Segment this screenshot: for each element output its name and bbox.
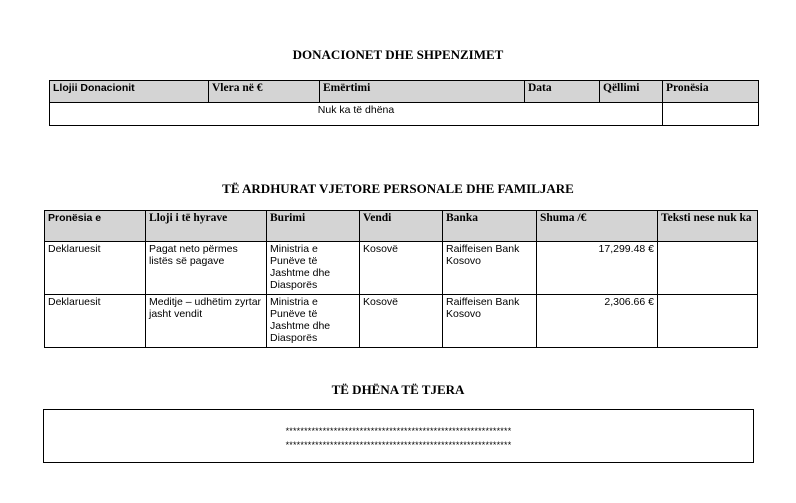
- income-col-type: Lloji i të hyrave: [146, 211, 267, 242]
- income-source: Ministria e Punëve të Jashtme dhe Diasporës: [267, 242, 360, 295]
- income-bank: Raiffeisen Bank Kosovo: [443, 242, 537, 295]
- table-row: [45, 295, 758, 348]
- donations-col-purpose: Qëllimi: [600, 81, 663, 103]
- income-note: [658, 295, 758, 348]
- donations-col-date: Data: [525, 81, 600, 103]
- income-country: Kosovë: [360, 242, 443, 295]
- donations-title: DONACIONET DHE SHPENZIMET: [292, 47, 504, 62]
- income-col-owner: Pronësia e: [45, 211, 146, 242]
- income-col-amount: Shuma /€: [537, 211, 658, 242]
- donations-header-row: [50, 81, 759, 103]
- income-amount: 2,306.66 €: [537, 295, 658, 348]
- donations-table: [49, 80, 759, 126]
- income-country: Kosovë: [360, 295, 443, 348]
- income-type: Pagat neto përmes listës së pagave: [146, 242, 267, 295]
- income-note: [658, 242, 758, 295]
- income-owner: Deklaruesit: [45, 295, 146, 348]
- donations-empty-cell: [663, 103, 759, 126]
- income-table: [44, 210, 758, 348]
- income-owner: Deklaruesit: [45, 242, 146, 295]
- income-col-note: Teksti nese nuk ka: [658, 211, 758, 242]
- income-title: TË ARDHURAT VJETORE PERSONALE DHE FAMILJARE: [222, 181, 574, 196]
- income-bank: Raiffeisen Bank Kosovo: [443, 295, 537, 348]
- other-line-2: *************************************************************: [285, 440, 512, 450]
- income-col-country: Vendi: [360, 211, 443, 242]
- table-row: [45, 242, 758, 295]
- income-source: Ministria e Punëve të Jashtme dhe Diasporës: [267, 295, 360, 348]
- donations-col-ownership: Pronësia: [663, 81, 759, 103]
- income-header-row: [45, 211, 758, 242]
- income-col-bank: Banka: [443, 211, 537, 242]
- other-title: TË DHËNA TË TJERA: [331, 382, 465, 397]
- donations-empty-row: [50, 103, 759, 126]
- donations-empty-text: Nuk ka të dhëna: [50, 103, 663, 126]
- income-col-source: Burimi: [267, 211, 360, 242]
- income-amount: 17,299.48 €: [537, 242, 658, 295]
- income-type: Meditje – udhëtim zyrtar jasht vendit: [146, 295, 267, 348]
- other-line-1: *************************************************************: [285, 426, 512, 436]
- donations-col-type: Llojii Donacionit: [50, 81, 209, 103]
- donations-col-value: Vlera në €: [209, 81, 320, 103]
- donations-col-name: Emërtimi: [320, 81, 525, 103]
- other-data-box: [43, 409, 754, 463]
